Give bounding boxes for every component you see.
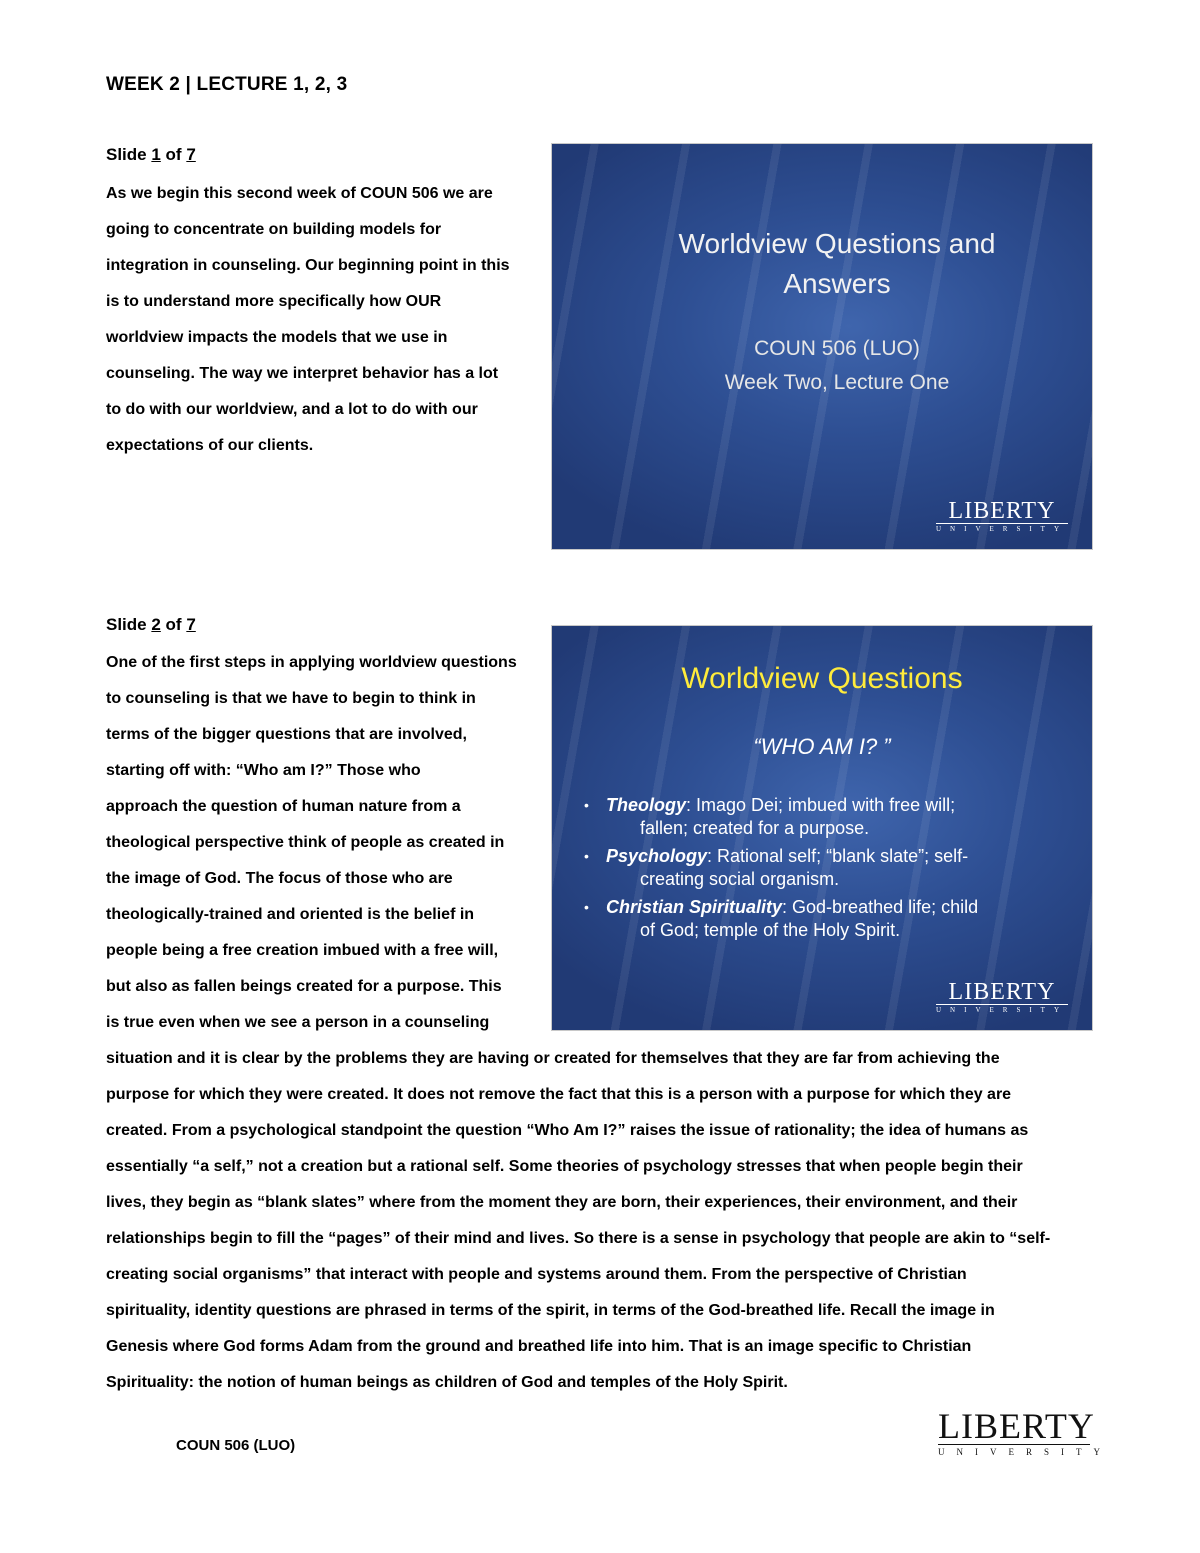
- bullet-continuation: of God; temple of the Holy Spirit.: [640, 920, 901, 940]
- slide-1-text: [106, 176, 510, 464]
- bullet-item: [582, 845, 1072, 891]
- liberty-logo: [936, 980, 1068, 1014]
- footer-liberty-logo: [938, 1406, 1112, 1457]
- text-line: counseling. The way we interpret behavior has a lot: [106, 365, 499, 382]
- text-line: created. From a psychological standpoint the question “Who Am I?” raises the issue of rationality; the idea of humans as: [106, 1122, 1029, 1139]
- slide-1-title: [612, 224, 1062, 304]
- text-line: terms of the bigger questions that are involved,: [106, 726, 467, 743]
- slide-2-bullets: [582, 794, 1072, 947]
- footer-course-label: COUN 506 (LUO): [176, 1437, 296, 1454]
- bullet-term: Christian Spirituality: [606, 897, 783, 917]
- slide-2-title: Worldview Questions: [681, 662, 963, 695]
- logo-sub: UNIVERSITY: [938, 1444, 1090, 1457]
- text-line: going to concentrate on building models for: [106, 221, 442, 238]
- text-line: approach the question of human nature from a: [106, 798, 461, 815]
- text-line: is true even when we see a person in a counseling: [106, 1014, 490, 1031]
- slide-subtitle-line: COUN 506 (LUO): [754, 337, 920, 360]
- text-line: Genesis where God forms Adam from the ground and breathed life into him. That is an image specific to Christian: [106, 1338, 972, 1355]
- bullet-item: [582, 794, 1072, 840]
- page-header: WEEK 2 | LECTURE 1, 2, 3: [106, 74, 348, 95]
- text-line: the image of God. The focus of those who are: [106, 870, 453, 887]
- logo-word: LIBERTY: [938, 1406, 1095, 1446]
- slide-1-subtitle: [612, 332, 1062, 400]
- slide-1-heading: [106, 145, 196, 165]
- slide-title-line: Answers: [783, 268, 891, 299]
- slide-total: 7: [186, 145, 196, 164]
- text-line: integration in counseling. Our beginning point in this: [106, 257, 510, 274]
- bullet-item: [582, 896, 1072, 942]
- text-line: expectations of our clients.: [106, 437, 314, 454]
- text-line: theological perspective think of people as created in: [106, 834, 505, 851]
- bullet-text: : Rational self; “blank slate”; self-: [707, 846, 969, 866]
- slide-2-image: [551, 625, 1093, 1031]
- slide-2-text-wide: [106, 1041, 1050, 1401]
- slide-heading-mid: of: [160, 615, 187, 634]
- text-line: theologically-trained and oriented is the belief in: [106, 906, 475, 923]
- text-line: but also as fallen beings created for a purpose. This: [106, 978, 502, 995]
- text-line: worldview impacts the models that we use in: [106, 329, 448, 346]
- text-line: Spirituality: the notion of human beings as children of God and temples of the Holy Spirit.: [106, 1374, 788, 1391]
- bullet-text: : Imago Dei; imbued with free will;: [686, 795, 956, 815]
- slide-heading-prefix: Slide: [106, 615, 152, 634]
- logo-sub: UNIVERSITY: [936, 525, 1068, 533]
- bullet-term: Psychology: [606, 846, 708, 866]
- bullet-icon: •: [584, 848, 589, 864]
- bullet-text: : God-breathed life; child: [782, 897, 979, 917]
- text-line: starting off with: “Who am I?” Those who: [106, 762, 421, 779]
- text-line: to counseling is that we have to begin to think in: [106, 690, 476, 707]
- liberty-logo: [936, 499, 1068, 533]
- text-line: lives, they begin as “blank slates” where from the moment they are born, their experiences, their environment, and their: [106, 1194, 1018, 1211]
- text-line: essentially “a self,” not a creation but a rational self. Some theories of psychology stresses that when people begin their: [106, 1158, 1023, 1175]
- text-line: spirituality, identity questions are phrased in terms of the spirit, in terms of the God-breathed life. Recall the image in: [106, 1302, 995, 1319]
- slide-2-question: “WHO AM I? ”: [753, 734, 891, 759]
- slide-number: 2: [151, 615, 161, 634]
- text-line: relationships begin to fill the “pages” of their mind and lives. So there is a sense in psychology that people are akin to “self-: [106, 1230, 1051, 1247]
- slide-2-text-narrow: [106, 645, 517, 1041]
- text-line: One of the first steps in applying worldview questions: [106, 654, 517, 671]
- text-line: situation and it is clear by the problems they are having or created for themselves that they are far from achieving the: [106, 1050, 1000, 1067]
- slide-total: 7: [186, 615, 196, 634]
- text-line: As we begin this second week of COUN 506 we are: [106, 185, 493, 202]
- slide-1-image: [551, 143, 1093, 550]
- slide-2-heading: [106, 615, 196, 635]
- slide-title-line: Worldview Questions and: [678, 228, 996, 259]
- slide-heading-mid: of: [160, 145, 187, 164]
- logo-word: LIBERTY: [948, 498, 1056, 524]
- text-line: creating social organisms” that interact with people and systems around them. From the perspective of Christian: [106, 1266, 967, 1283]
- bullet-continuation: fallen; created for a purpose.: [640, 818, 870, 838]
- slide-heading-prefix: Slide: [106, 145, 152, 164]
- text-line: is to understand more specifically how OUR: [106, 293, 442, 310]
- logo-sub: UNIVERSITY: [936, 1006, 1068, 1014]
- bullet-continuation: creating social organism.: [640, 869, 840, 889]
- text-line: people being a free creation imbued with a free will,: [106, 942, 499, 959]
- text-line: to do with our worldview, and a lot to do with our: [106, 401, 478, 418]
- bullet-icon: •: [584, 797, 589, 813]
- text-line: purpose for which they were created. It does not remove the fact that this is a person with a purpose for which they are: [106, 1086, 1012, 1103]
- logo-word: LIBERTY: [948, 979, 1056, 1005]
- bullet-icon: •: [584, 899, 589, 915]
- slide-number: 1: [151, 145, 161, 164]
- slide-subtitle-line: Week Two, Lecture One: [724, 371, 950, 394]
- bullet-term: Theology: [606, 795, 686, 815]
